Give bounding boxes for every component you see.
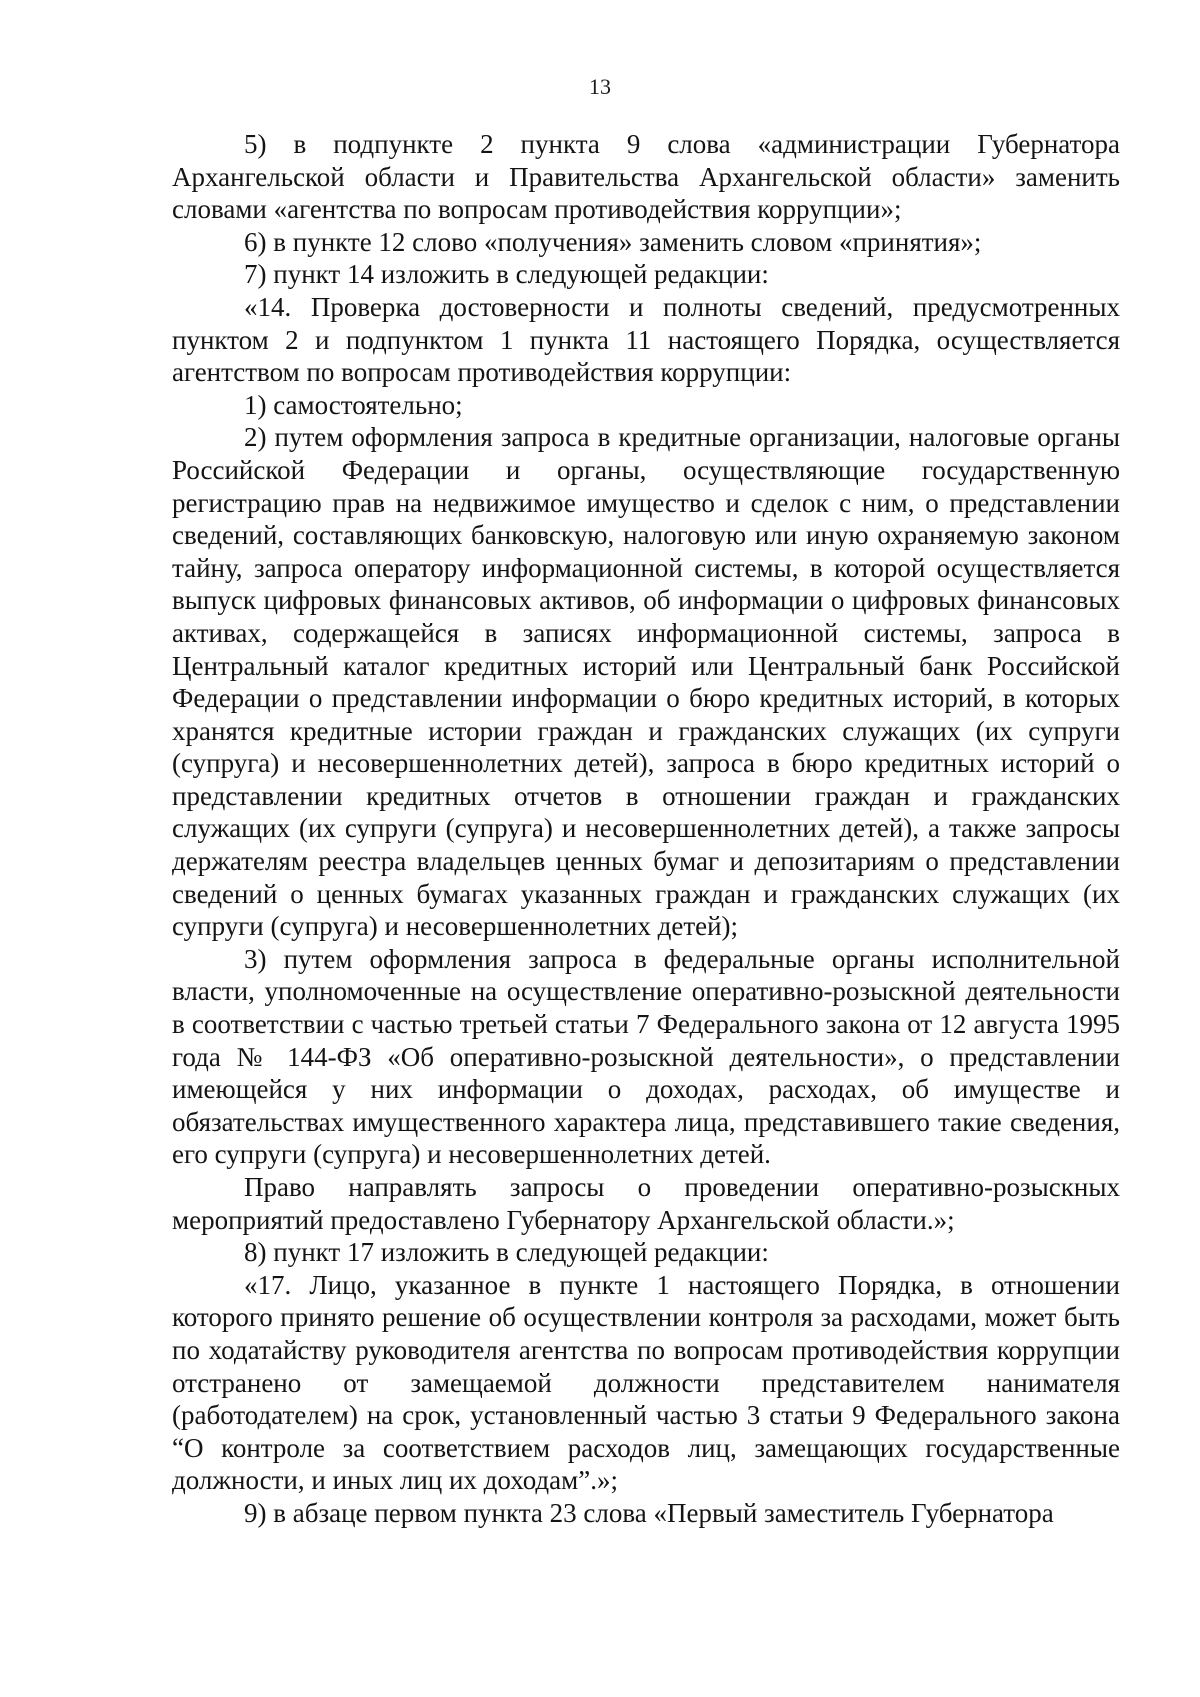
page-number: 13 [589, 74, 611, 99]
paragraph-item-7: 7) пункт 14 изложить в следующей редакции: [244, 259, 769, 290]
paragraph-item-6: 6) в пункте 12 слово «получения» заменить словом «принятия»; [244, 226, 982, 257]
paragraph-point-14: «14. Проверка достоверности и полноты сведений, предусмотренных пунктом 2 и подпунктом 1 пункта 11 настоящего Порядка, осуществляется агентством по вопросам противодействия коррупции: [172, 291, 1120, 388]
paragraph-right-to-request: Право направлять запросы о проведении оперативно-розыскных мероприятий предоставлено Губернатору Архангельской области.»; [172, 1172, 1120, 1235]
paragraph-item-5: 5) в подпункте 2 пункта 9 слова «администрации Губернатора Архангельской области и Правительства Архангельской области» заменить словами «агентства по вопросам противодействия коррупции»; [172, 129, 1120, 225]
paragraph-item-9: 9) в абзаце первом пункта 23 слова «Первый заместитель Губернатора [244, 1497, 1054, 1528]
paragraph-item-8: 8) пункт 17 изложить в следующей редакции: [244, 1237, 769, 1268]
paragraph-point-17: «17. Лицо, указанное в пункте 1 настоящего Порядка, в отношении которого принято решение об осуществлении контроля за расходами, может быть по ходатайству руководителя агентства по вопросам противодействия коррупции отстранено от замещаемой должности представителем нанимателя (работодателем) на срок, установленный частью 3 статьи 9 Федерального закона “О контроле за соответствием расходов лиц, замещающих государственные должности, и иных лиц их доходам”.»; [172, 1269, 1120, 1496]
paragraph-subitem-3: 3) путем оформления запроса в федеральные органы исполнительной власти, уполномоченные на осуществление оперативно-розыскной деятельности в соответствии с частью третьей статьи 7 Федерального закона от 12 августа 1995 года № 144-ФЗ «Об оперативно-розыскной деятельности», о представлении имеющейся у них информации о доходах, расходах, об имуществе и обязательствах имущественного характера лица, представившего такие сведения, его супруги (супруга) и несовершеннолетних детей. [172, 943, 1120, 1170]
document-body [172, 128, 1120, 1530]
paragraph-subitem-1: 1) самостоятельно; [244, 389, 463, 420]
paragraph-subitem-2: 2) путем оформления запроса в кредитные организации, налоговые органы Российской Федерации и органы, осуществляющие государственную регистрацию прав на недвижимое имущество и сделок с ним, о представлении сведений, составляющих банковскую, налоговую или иную охраняемую законом тайну, запроса оператору информационной системы, в которой осуществляется выпуск цифровых финансовых активов, об информации о цифровых финансовых активах, содержащейся в записях информационной системы, запроса в Центральный каталог кредитных историй или Центральный банк Российской Федерации о представлении информации о бюро кредитных историй, в которых хранятся кредитные истории граждан и гражданских служащих (их супруги (супруга) и несовершеннолетних детей), запроса в бюро кредитных историй о представлении кредитных отчетов в отношении граждан и гражданских служащих (их супруги (супруга) и несовершеннолетних детей), а также запросы держателям реестра владельцев ценных бумаг и депозитариям о представлении сведений о ценных бумагах указанных граждан и гражданских служащих (их супруги (супруга) и несовершеннолетних детей); [172, 422, 1120, 942]
